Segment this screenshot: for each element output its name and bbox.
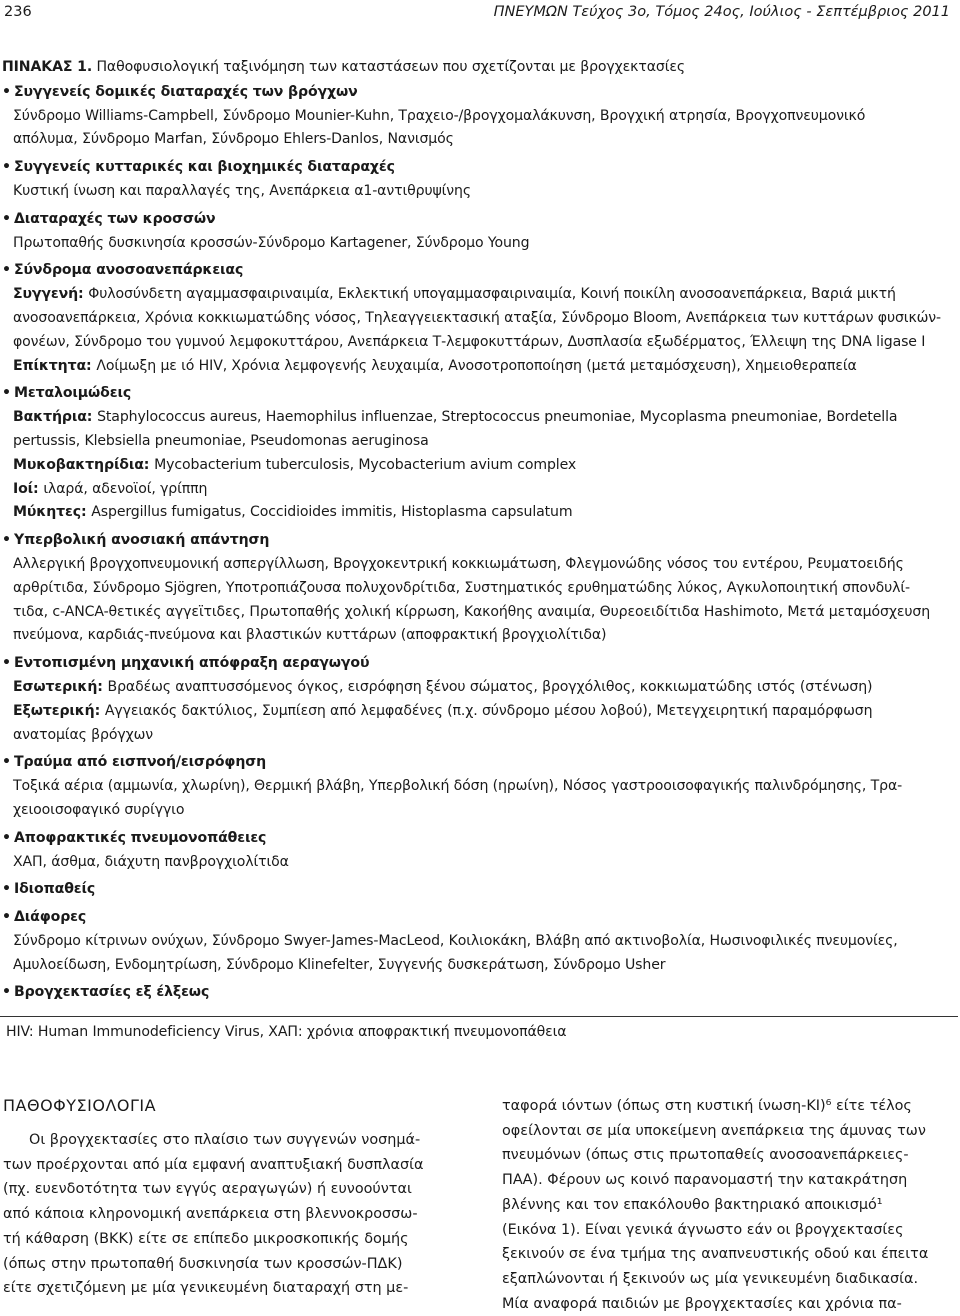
- table-categories: [2, 81, 957, 1005]
- subcategory-label: Βακτήρια:: [13, 409, 98, 426]
- category-title: Διαταραχές των κροσσών: [14, 210, 216, 227]
- category-body: [13, 676, 957, 747]
- bullet-icon: •: [2, 829, 11, 846]
- subcategory-text-line: Ιοί: ιλαρά, αδενοϊοί, γρίππη: [13, 480, 208, 497]
- table-category: [2, 827, 957, 875]
- subcategory: [13, 355, 957, 379]
- subcategory-text-line: Εσωτερική: Βραδέως αναπτυσσόμενος όγκος, εισρόφηση ξένου σώματος, βρογχόλιθος, κοκκιωματώδης ιστός (στένωση): [13, 678, 873, 695]
- category-heading: [2, 906, 957, 930]
- article-text-line: (πχ. ευενδοτότητα των εγγύς αεραγωγών) ή ευνοούνται: [3, 1181, 412, 1198]
- subcategory-text-line: ανατομίας βρόγχων: [13, 726, 154, 743]
- subcategory: [13, 283, 957, 354]
- bullet-icon: •: [2, 385, 11, 402]
- category-title: Συγγενείς κυτταρικές και βιοχημικές διαταραχές: [14, 159, 395, 176]
- category-text-line: Πρωτοπαθής δυσκινησία κροσσών-Σύνδρομο Kartagener, Σύνδρομο Young: [13, 234, 530, 251]
- category-text-line: αρθρίτιδα, Σύνδρομο Sjögren, Υποτροπιάζουσα πολυχονδρίτιδα, Συστηματικός ερυθηματώδης λύκος, Αγκυλοποιητική σπονδυλί-: [13, 579, 910, 596]
- category-title: Μεταλοιμώδεις: [14, 385, 132, 402]
- category-text-line: Σύνδρομο κίτρινων ονύχων, Σύνδρομο Swyer-James-MacLeod, Κοιλιοκάκη, Βλάβη από ακτινοβολία, Ηωσινοφιλικές πνευμονίες,: [13, 932, 898, 949]
- table-category: [2, 208, 957, 256]
- category-text-line: απόλυμα, Σύνδρομο Marfan, Σύνδρομο Ehlers-Danlos, Νανισμός: [13, 131, 454, 148]
- category-body: [13, 930, 957, 978]
- article-text-line: ξεκινούν σε ένα τμήμα της αναπνευστικής οδού και έπειτα: [502, 1246, 929, 1263]
- category-heading: [2, 81, 957, 105]
- category-text-line: Αλλεργική βρογχοπνευμονική ασπεργίλλωση, Βρογχοκεντρική κοκκιωμάτωση, Φλεγμονώδης νόσος του εντέρου, Ρευματοειδής: [13, 555, 904, 572]
- journal-citation: ΠΝΕΥΜΩΝ Τεύχος 3ο, Τόμος 24ος, Ιούλιος - Σεπτέμβριος 2011: [493, 4, 950, 20]
- category-body: [13, 406, 957, 525]
- category-text-line: τιδα, c-ANCA-θετικές αγγεϊτιδες, Πρωτοπαθής χολική κίρρωση, Κακοήθης αναιμία, Θυρεοειδίτιδα Hashimoto, Μετά μεταμόσχευση: [13, 603, 931, 620]
- article-text-line: ταφορά ιόντων (όπως στη κυστική ίνωση-ΚΙ)⁶ είτε τέλος: [502, 1098, 912, 1114]
- bullet-icon: •: [2, 754, 11, 771]
- subcategory-text-line: Συγγενή: Φυλοσύνδετη αγαμμασφαιριναιμία, Εκλεκτική υπογαμμασφαιριναιμία, Κοινή ποικίλη ανοσοανεπάρκεια, Βαριά μικτή: [13, 286, 896, 303]
- subcategory: [13, 501, 957, 525]
- category-body: [13, 283, 957, 378]
- article-text-line: πνευμόνων (όπως στις πρωτοπαθείς ανοσοανεπάρκειες-: [502, 1147, 909, 1164]
- table-category: [2, 81, 957, 152]
- category-body: [13, 851, 957, 875]
- category-title: Αποφρακτικές πνευμονοπάθειες: [14, 829, 267, 846]
- subcategory-text-line: Βακτήρια: Staphylococcus aureus, Haemophilus influenzae, Streptococcus pneumoniae, Mycoplasma pneumoniae, Bordetella: [13, 409, 898, 426]
- subcategory: [13, 676, 957, 700]
- table-category: [2, 382, 957, 525]
- bullet-icon: •: [2, 532, 11, 549]
- category-heading: [2, 208, 957, 232]
- table-category: [2, 981, 957, 1005]
- table-caption: [2, 56, 957, 80]
- subcategory-text-line: Μυκοβακτηρίδια: Mycobacterium tuberculosis, Mycobacterium avium complex: [13, 456, 577, 473]
- category-title: Βρογχεκτασίες εξ έλξεως: [14, 984, 210, 1001]
- table-label: ΠΙΝΑΚΑΣ 1.: [2, 59, 93, 75]
- category-title: Τραύμα από εισπνοή/εισρόφηση: [14, 754, 266, 771]
- category-heading: [2, 827, 957, 851]
- subcategory-text-line: pertussis, Klebsiella pneumoniae, Pseudomonas aeruginosa: [13, 432, 429, 449]
- table-category: [2, 529, 957, 648]
- category-body: [13, 775, 957, 823]
- category-title: Εντοπισμένη μηχανική απόφραξη αεραγωγού: [14, 655, 370, 672]
- category-heading: [2, 259, 957, 283]
- subcategory-text-line: ανοσοανεπάρκεια, Χρόνια κοκκιωματώδης νόσος, Τηλεαγγειεκτασική αταξία, Σύνδρομο Bloom, Ανεπάρκεια των κυττάρων φυσικών-: [13, 309, 942, 326]
- category-body: [13, 180, 957, 204]
- article-text-line: (Εικόνα 1). Είναι γενικά άγνωστο εάν οι βρογχεκτασίες: [502, 1221, 904, 1238]
- subcategory-label: Εξωτερική:: [13, 702, 105, 719]
- article-text-line: ΠΑΑ). Φέρουν ως κοινό παρανομαστή την κατακράτηση: [502, 1172, 908, 1189]
- subcategory-text-line: Μύκητες: Aspergillus fumigatus, Coccidioides immitis, Histoplasma capsulatum: [13, 504, 573, 521]
- bullet-icon: •: [2, 655, 11, 672]
- bullet-icon: •: [2, 262, 11, 279]
- bullet-icon: •: [2, 881, 11, 898]
- table-caption-text: Παθοφυσιολογική ταξινόμηση των καταστάσεων που σχετίζονται με βρογχεκτασίες: [96, 59, 685, 75]
- article-paragraph-right: [502, 1094, 958, 1316]
- category-text-line: Κυστική ίνωση και παραλλαγές της, Ανεπάρκεια α1-αντιθρυψίνης: [13, 182, 472, 199]
- bullet-icon: •: [2, 210, 11, 227]
- category-title: Σύνδρομα ανοσοανεπάρκειας: [14, 262, 244, 279]
- article-text-line: Οι βρογχεκτασίες στο πλαίσιο των συγγενών νοσημά-: [29, 1132, 421, 1148]
- article-text-line: Μία αναφορά παιδιών με βρογχεκτασίες και χρόνια πα-: [502, 1295, 902, 1312]
- category-heading: [2, 751, 957, 775]
- table-bottom-rule: [0, 1016, 958, 1017]
- subcategory-label: Μυκοβακτηρίδια:: [13, 456, 155, 473]
- table-1: [2, 56, 957, 1005]
- category-title: Διάφορες: [14, 909, 87, 926]
- subcategory-label: Μύκητες:: [13, 504, 92, 521]
- article-text-line: βλέννης και τον επακόλουθο βακτηριακό αποικισμό¹: [502, 1196, 883, 1213]
- subcategory-label: Επίκτητα:: [13, 357, 97, 374]
- table-category: [2, 878, 957, 902]
- category-heading: [2, 652, 957, 676]
- subcategory: [13, 478, 957, 502]
- category-body: [13, 105, 957, 153]
- article-paragraph-left: [3, 1128, 459, 1301]
- category-title: Συγγενείς δομικές διαταραχές των βρόγχων: [14, 83, 358, 100]
- subcategory-label: Συγγενή:: [13, 286, 89, 303]
- bullet-icon: •: [2, 984, 11, 1001]
- article-text-line: τή κάθαρση (ΒΚΚ) είτε σε επίπεδο μικροσκοπικής δομής: [3, 1230, 409, 1247]
- category-heading: [2, 529, 957, 553]
- category-text-line: ΧΑΠ, άσθμα, διάχυτη πανβρογχιολίτιδα: [13, 853, 289, 870]
- category-body: [13, 553, 957, 648]
- table-category: [2, 906, 957, 977]
- table-category: [2, 751, 957, 822]
- category-heading: [2, 981, 957, 1005]
- article-text-line: από κάποια κληρονομική ανεπάρκεια στη βλεννοκροσσω-: [3, 1206, 418, 1223]
- category-text-line: Σύνδρομο Williams-Campbell, Σύνδρομο Mounier-Kuhn, Τραχειο-/βρογχομαλάκυνση, Βρογχική ατρησία, Βρογχοπνευμονικό: [13, 107, 866, 124]
- page-number: 236: [4, 4, 32, 20]
- table-category: [2, 259, 957, 378]
- article-text-line: εξαπλώνονται ή ξεκινούν ως μία γενικευμένη διαδικασία.: [502, 1270, 919, 1287]
- bullet-icon: •: [2, 909, 11, 926]
- subcategory-text-line: φονέων, Σύνδρομο του γυμνού λεμφοκυττάρου, Ανεπάρκεια Τ-λεμφοκυττάρων, Δυσπλασία εξωδέρματος, Έλλειψη της DNA ligase I: [13, 333, 926, 350]
- table-category: [2, 156, 957, 204]
- category-body: [13, 232, 957, 256]
- table-category: [2, 652, 957, 747]
- subcategory-text-line: Εξωτερική: Αγγειακός δακτύλιος, Συμπίεση από λεμφαδένες (π.χ. σύνδρομο μέσου λοβού), Μετεγχειρητική παραμόρφωση: [13, 702, 873, 719]
- subcategory: [13, 406, 957, 454]
- category-heading: [2, 382, 957, 406]
- category-heading: [2, 156, 957, 180]
- subcategory-label: Εσωτερική:: [13, 678, 108, 695]
- subcategory: [13, 454, 957, 478]
- section-title: ΠΑΘΟΦΥΣΙΟΛΟΓΙΑ: [3, 1096, 157, 1115]
- article-text-line: των προέρχονται από μία εμφανή αναπτυξιακή δυσπλασία: [3, 1156, 424, 1173]
- category-heading: [2, 878, 957, 902]
- bullet-icon: •: [2, 159, 11, 176]
- running-head: [0, 2, 960, 26]
- article-left-column: [3, 1094, 459, 1301]
- category-text-line: Τοξικά αέρια (αμμωνία, χλωρίνη), Θερμική βλάβη, Υπερβολική δόση (ηρωίνη), Νόσος γαστροοισοφαγικής παλινδρόμησης, Τρα-: [13, 778, 903, 795]
- bullet-icon: •: [2, 83, 11, 100]
- category-text-line: Αμυλοείδωση, Ενδομητρίωση, Σύνδρομο Klinefelter, Συγγενής δυσκεράτωση, Σύνδρομο Usher: [13, 956, 666, 973]
- subcategory-label: Ιοί:: [13, 480, 44, 497]
- article-text-line: οφείλονται σε μία υποκείμενη ανεπάρκεια της άμυνας των: [502, 1122, 926, 1139]
- category-title: Ιδιοπαθείς: [14, 881, 96, 898]
- article-right-column: [502, 1094, 958, 1316]
- category-text-line: χειοοισοφαγικό συρίγγιο: [13, 801, 185, 818]
- article-text-line: είτε σχετιζόμενη με μία γενικευμένη διαταραχή στη με-: [3, 1280, 409, 1297]
- category-text-line: πνεύμονα, καρδιάς-πνεύμονα και βλαστικών κυττάρων (αποφρακτική βρογχιολίτιδα): [13, 627, 607, 644]
- subcategory-text-line: Επίκτητα: Λοίμωξη με ιό HIV, Χρόνια λεμφογενής λευχαιμία, Ανοσοτροποποίηση (μετά μεταμόσχευση), Χημειοθεραπεία: [13, 357, 857, 374]
- article-text-line: (όπως στην πρωτοπαθή δυσκινησία των κροσσών-ΠΔΚ): [3, 1255, 403, 1272]
- subcategory: [13, 700, 957, 748]
- category-title: Υπερβολική ανοσιακή απάντηση: [14, 532, 270, 549]
- table-footnote: HIV: Human Immunodeficiency Virus, ΧΑΠ: χρόνια αποφρακτική πνευμονοπάθεια: [6, 1024, 567, 1040]
